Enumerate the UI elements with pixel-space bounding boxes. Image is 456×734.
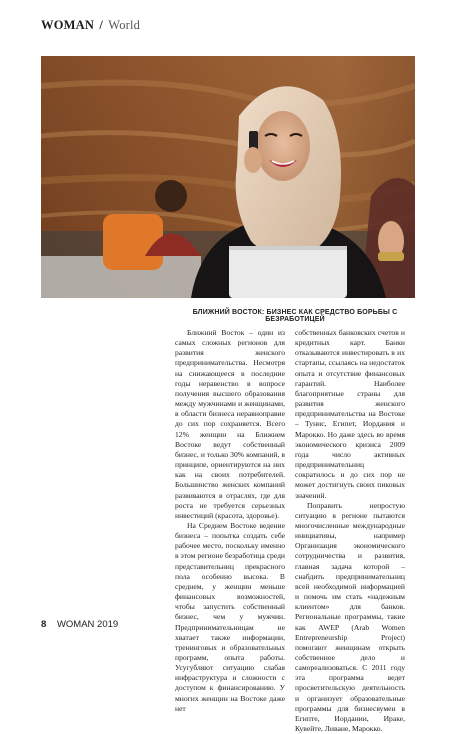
businesswoman-hijab-phone-photo [41, 56, 415, 298]
article-column-2 [295, 328, 405, 734]
article-column-1 [175, 328, 285, 714]
article-photo [41, 56, 415, 298]
magazine-brand: WOMAN [41, 18, 95, 32]
section-name: World [108, 18, 141, 32]
paragraph: собственных банковских счетов и кредитных карт. Банки отказываются инвестировать в их стартапы, ссылаясь на недостаток опыта и отсутствие финансовых гарантий. Наиболее благоприятные страны для развития женского предпринимательства на Востоке – Тунис, Египет, Иордания и Марокко. Но даже здесь во время экономического кризиса 2009 года число активных предпринимательниц сократилось и до сих пор не может достигнуть своих пиковых значений. [295, 328, 405, 500]
magazine-issue: WOMAN 2019 [56, 619, 119, 630]
paragraph: Поправить непростую ситуацию в регионе пытаются многочисленные международные инициативы, например Организация экономического сотрудничества и развития, главная задача которой – снабдить предпринимательниц всей необходимой информацией и помочь им стать «надежным клиентом» для банков. Региональные программы, такие как AWEP (Arab Women Entrepreneurship Project) помогают женщинам открыть собственное дело и самореализоваться. С 2011 году эта программа ведет просветительскую деятельность и организует образовательные программы для бизнесвумен в Египте, Иордании, Ираке, Кувейте, Ливане, Марокко. [295, 500, 405, 734]
header-separator: / [99, 18, 104, 32]
page-footer [41, 619, 118, 630]
article-headline: БЛИЖНИЙ ВОСТОК: БИЗНЕС КАК СРЕДСТВО БОРЬБЫ С БЕЗРАБОТИЦЕЙ [192, 309, 398, 323]
running-header [41, 18, 140, 33]
paragraph: Ближний Восток – один из самых сложных регионов для развития женского предпринимательства. Несмотря на снижающееся в последние годы неравенство в вопросе получения высшего образования между мужчинами и женщинами, в области бизнеса неравноправие до сих пор сохраняется. Всего 12% женщин на Ближнем Востоке ведут собственный бизнес, и только 30% компаний, в принципе, ориентируются на них как на своих потребителей. Большинство женских компаний развиваются в отраслях, где для роста не требуется серьезных инвестиций (красота, здоровье). [175, 328, 285, 520]
paragraph: На Среднем Востоке ведение бизнеса – попытка создать себе рабочее место, поскольку именно в этом регионе безработица среди представительниц прекрасного пола особенно высока. В среднем, у женщин меньше финансовых возможностей, чтобы запустить собственный бизнес, чем у мужчин. Предпринимательницам не хватает также информации, тренинговых и образовательных программ, опыта работы. Усугубляют ситуацию слабая инфраструктура и сложности с доступом к финансированию. У многих женщин на Востоке даже нет [175, 520, 285, 713]
page-number: 8 [41, 619, 47, 630]
